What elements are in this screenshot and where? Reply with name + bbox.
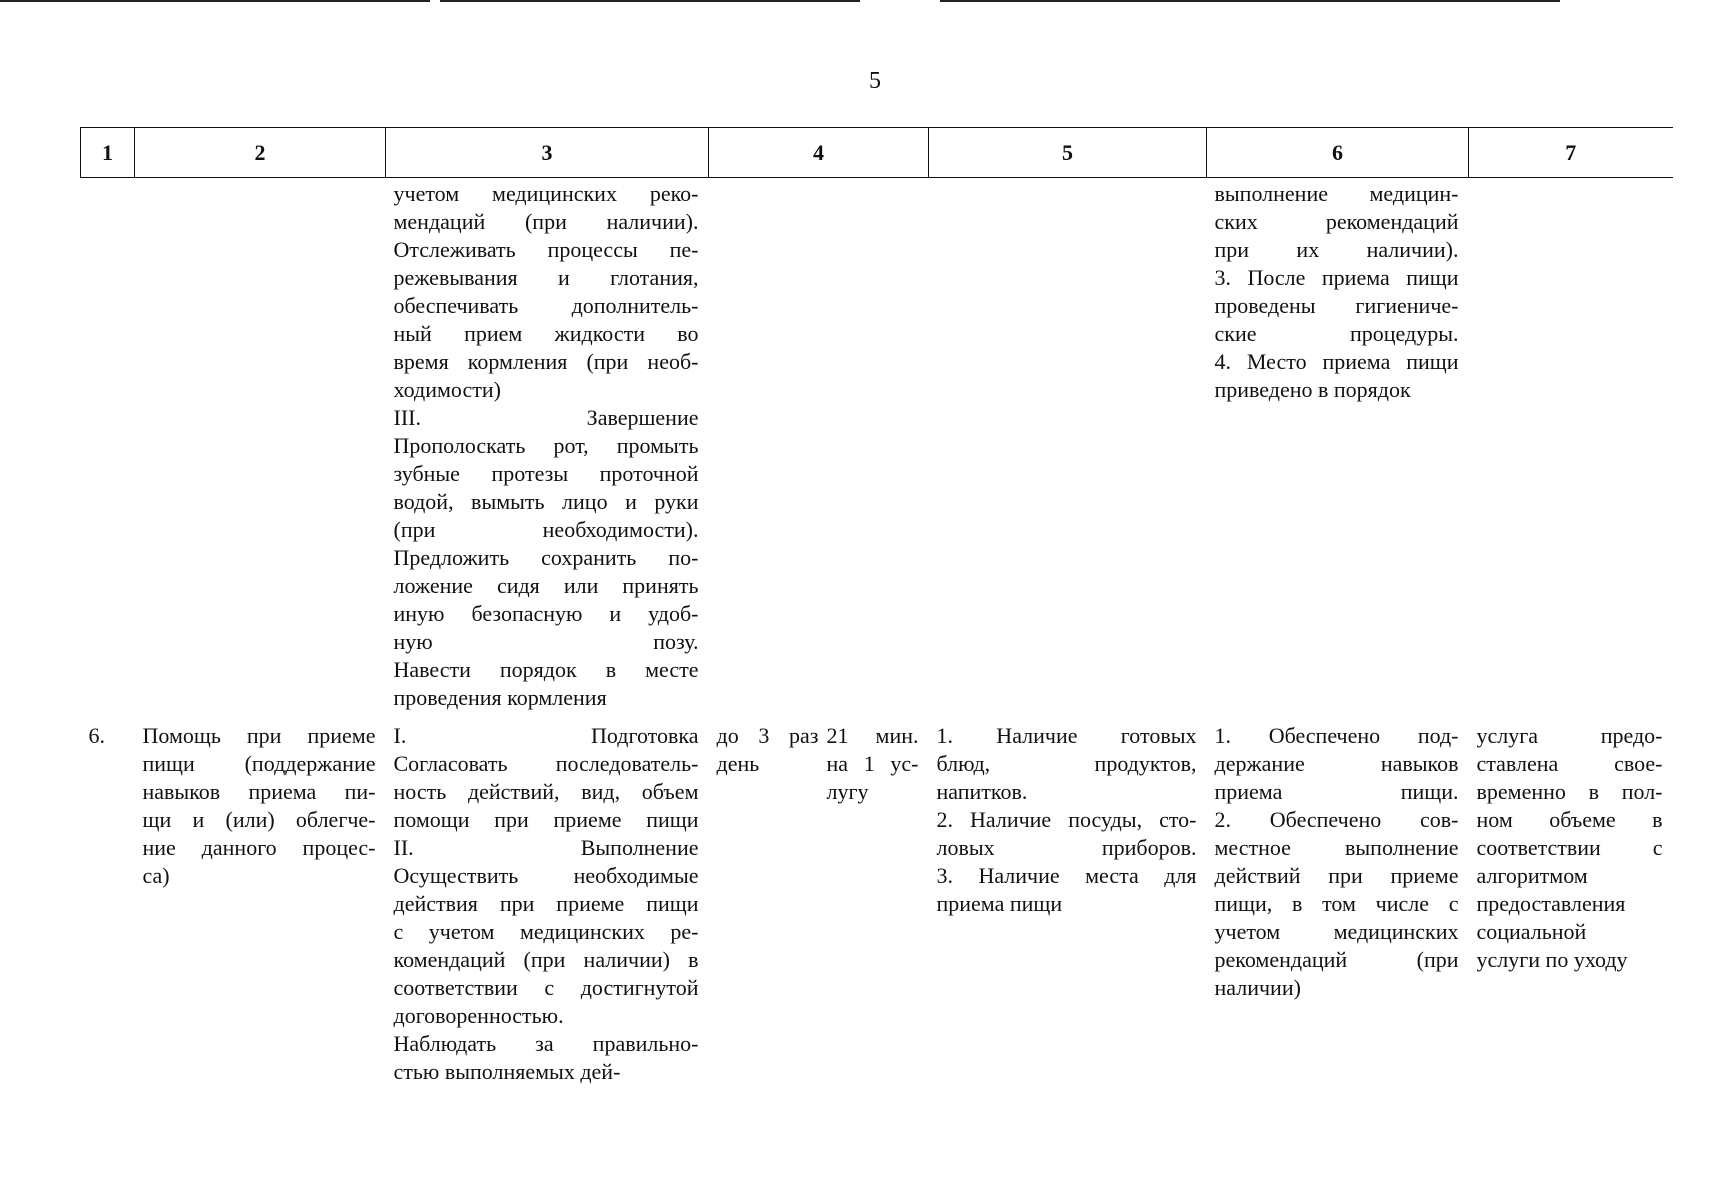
text-line: предоставления xyxy=(1476,891,1626,916)
text-line: Осуществить необходимые xyxy=(393,863,699,888)
text-line: ских рекомендаций xyxy=(1214,209,1459,234)
text-line: услуги по уходу xyxy=(1476,947,1628,972)
header-col-4: 4 xyxy=(709,128,929,178)
header-col-7: 7 xyxy=(1469,128,1673,178)
text-line: местное выполнение xyxy=(1214,835,1459,860)
text-line: пищи, в том числе с xyxy=(1214,891,1459,916)
text-line: лугу xyxy=(826,779,869,804)
text-line: 1. Обеспечено под- xyxy=(1214,723,1459,748)
text-line: соответствии с xyxy=(1476,835,1663,860)
top-edge-rule xyxy=(940,0,1560,2)
header-col-3: 3 xyxy=(386,128,709,178)
text-line: 21 мин. xyxy=(826,723,919,748)
text-line: ную позу. xyxy=(393,629,699,654)
text-line: обеспечивать дополнитель- xyxy=(393,293,699,318)
text-line: III. Завершение xyxy=(393,405,699,430)
text-line: Отслеживать процессы пе- xyxy=(393,237,699,262)
text-line: Наблюдать за правильно- xyxy=(393,1031,699,1056)
top-edge-rule xyxy=(0,0,430,2)
text-line: иную безопасную и удоб- xyxy=(393,601,699,626)
text-line: ном объеме в xyxy=(1476,807,1663,832)
header-col-6: 6 xyxy=(1207,128,1469,178)
text-line: пищи (поддержание xyxy=(142,751,376,776)
top-edge-rule xyxy=(440,0,860,2)
cont-cell-5 xyxy=(929,178,1207,713)
text-line: режевывания и глотания, xyxy=(393,265,699,290)
text-line: навыков приема пи- xyxy=(142,779,376,804)
text-line: зубные протезы проточной xyxy=(393,461,699,486)
text-line: са) xyxy=(142,863,170,888)
text-line: Предложить сохранить по- xyxy=(393,545,699,570)
continuation-row xyxy=(81,178,1673,713)
text-line: выполнение медицин- xyxy=(1214,181,1459,206)
text-line: 2. Обеспечено сов- xyxy=(1214,807,1459,832)
text-line: 1. Наличие готовых xyxy=(936,723,1197,748)
cont-cell-4 xyxy=(709,178,929,713)
header-col-1: 1 xyxy=(81,128,135,178)
text-line: Согласовать последователь- xyxy=(393,751,699,776)
text-line: II. Выполнение xyxy=(393,835,699,860)
text-line: договоренностью. xyxy=(393,1003,564,1028)
page-number: 5 xyxy=(869,68,881,94)
text-line: Прополоскать рот, промыть xyxy=(393,433,699,458)
text-line: мендаций (при наличии). xyxy=(393,209,699,234)
service-name-cell xyxy=(135,712,386,1086)
text-line: I. Подготовка xyxy=(393,723,699,748)
cont-results-cell xyxy=(1207,178,1469,713)
text-line: учетом медицинских xyxy=(1214,919,1459,944)
cont-cell-2 xyxy=(135,178,386,713)
text-line: наличии) xyxy=(1214,975,1301,1000)
text-line: приема пищи xyxy=(936,891,1063,916)
text-line: рекомендаций (при xyxy=(1214,947,1459,972)
text-line: ходимости) xyxy=(393,377,501,402)
results-cell xyxy=(1207,712,1469,1086)
text-line: при их наличии). xyxy=(1214,237,1459,262)
text-line: временно в пол- xyxy=(1476,779,1663,804)
text-line: держание навыков xyxy=(1214,751,1459,776)
text-line: ный прием жидкости во xyxy=(393,321,699,346)
cont-cell-1 xyxy=(81,178,135,713)
text-line: (при необходимости). xyxy=(393,517,699,542)
text-line: социальной xyxy=(1476,919,1587,944)
text-line: с учетом медицинских ре- xyxy=(393,919,699,944)
row-number: 6. xyxy=(88,723,105,748)
evaluation-cell xyxy=(1469,712,1673,1086)
text-line: соответствии с достигнутой xyxy=(393,975,699,1000)
time-text xyxy=(827,722,919,806)
text-line: проведения кормления xyxy=(393,685,607,710)
text-line: ность действий, вид, объем xyxy=(393,779,699,804)
text-line: напитков. xyxy=(936,779,1028,804)
text-line: ложение сидя или принять xyxy=(393,573,699,598)
text-line: Навести порядок в месте xyxy=(393,657,699,682)
text-line: день xyxy=(716,751,760,776)
header-col-5: 5 xyxy=(929,128,1207,178)
text-line: ставлена свое- xyxy=(1476,751,1663,776)
text-line: ские процедуры. xyxy=(1214,321,1459,346)
text-line: до 3 раз xyxy=(716,723,819,748)
text-line: приведено в порядок xyxy=(1214,377,1411,402)
service-actions-cell xyxy=(386,712,709,1086)
cont-cell-7 xyxy=(1469,178,1673,713)
text-line: проведены гигиениче- xyxy=(1214,293,1459,318)
text-line: помощи при приеме пищи xyxy=(393,807,699,832)
text-line: приема пищи. xyxy=(1214,779,1459,804)
table-row-6 xyxy=(81,712,1673,1086)
text-line: 4. Место приема пищи xyxy=(1214,349,1459,374)
text-line: учетом медицинских реко- xyxy=(393,181,699,206)
text-line: действия при приеме пищи xyxy=(393,891,699,916)
frequency-text xyxy=(717,722,819,806)
text-line: на 1 ус- xyxy=(826,751,919,776)
text-line: Помощь при приеме xyxy=(142,723,376,748)
text-line: услуга предо- xyxy=(1476,723,1663,748)
header-col-2: 2 xyxy=(135,128,386,178)
services-table xyxy=(80,127,1673,1086)
header-row xyxy=(81,128,1673,178)
conditions-cell xyxy=(929,712,1207,1086)
text-line: ловых приборов. xyxy=(936,835,1197,860)
frequency-time-cell xyxy=(709,712,929,1086)
text-line: ние данного процес- xyxy=(142,835,376,860)
text-line: 2. Наличие посуды, сто- xyxy=(936,807,1197,832)
text-line: щи и (или) облегче- xyxy=(142,807,376,832)
cont-actions-cell xyxy=(386,178,709,713)
text-line: 3. Наличие места для xyxy=(936,863,1197,888)
text-line: действий при приеме xyxy=(1214,863,1459,888)
text-line: комендаций (при наличии) в xyxy=(393,947,699,972)
text-line: стью выполняемых дей- xyxy=(393,1059,621,1084)
text-line: 3. После приема пищи xyxy=(1214,265,1459,290)
text-line: блюд, продуктов, xyxy=(936,751,1197,776)
text-line: время кормления (при необ- xyxy=(393,349,699,374)
text-line: алгоритмом xyxy=(1476,863,1588,888)
text-line: водой, вымыть лицо и руки xyxy=(393,489,699,514)
